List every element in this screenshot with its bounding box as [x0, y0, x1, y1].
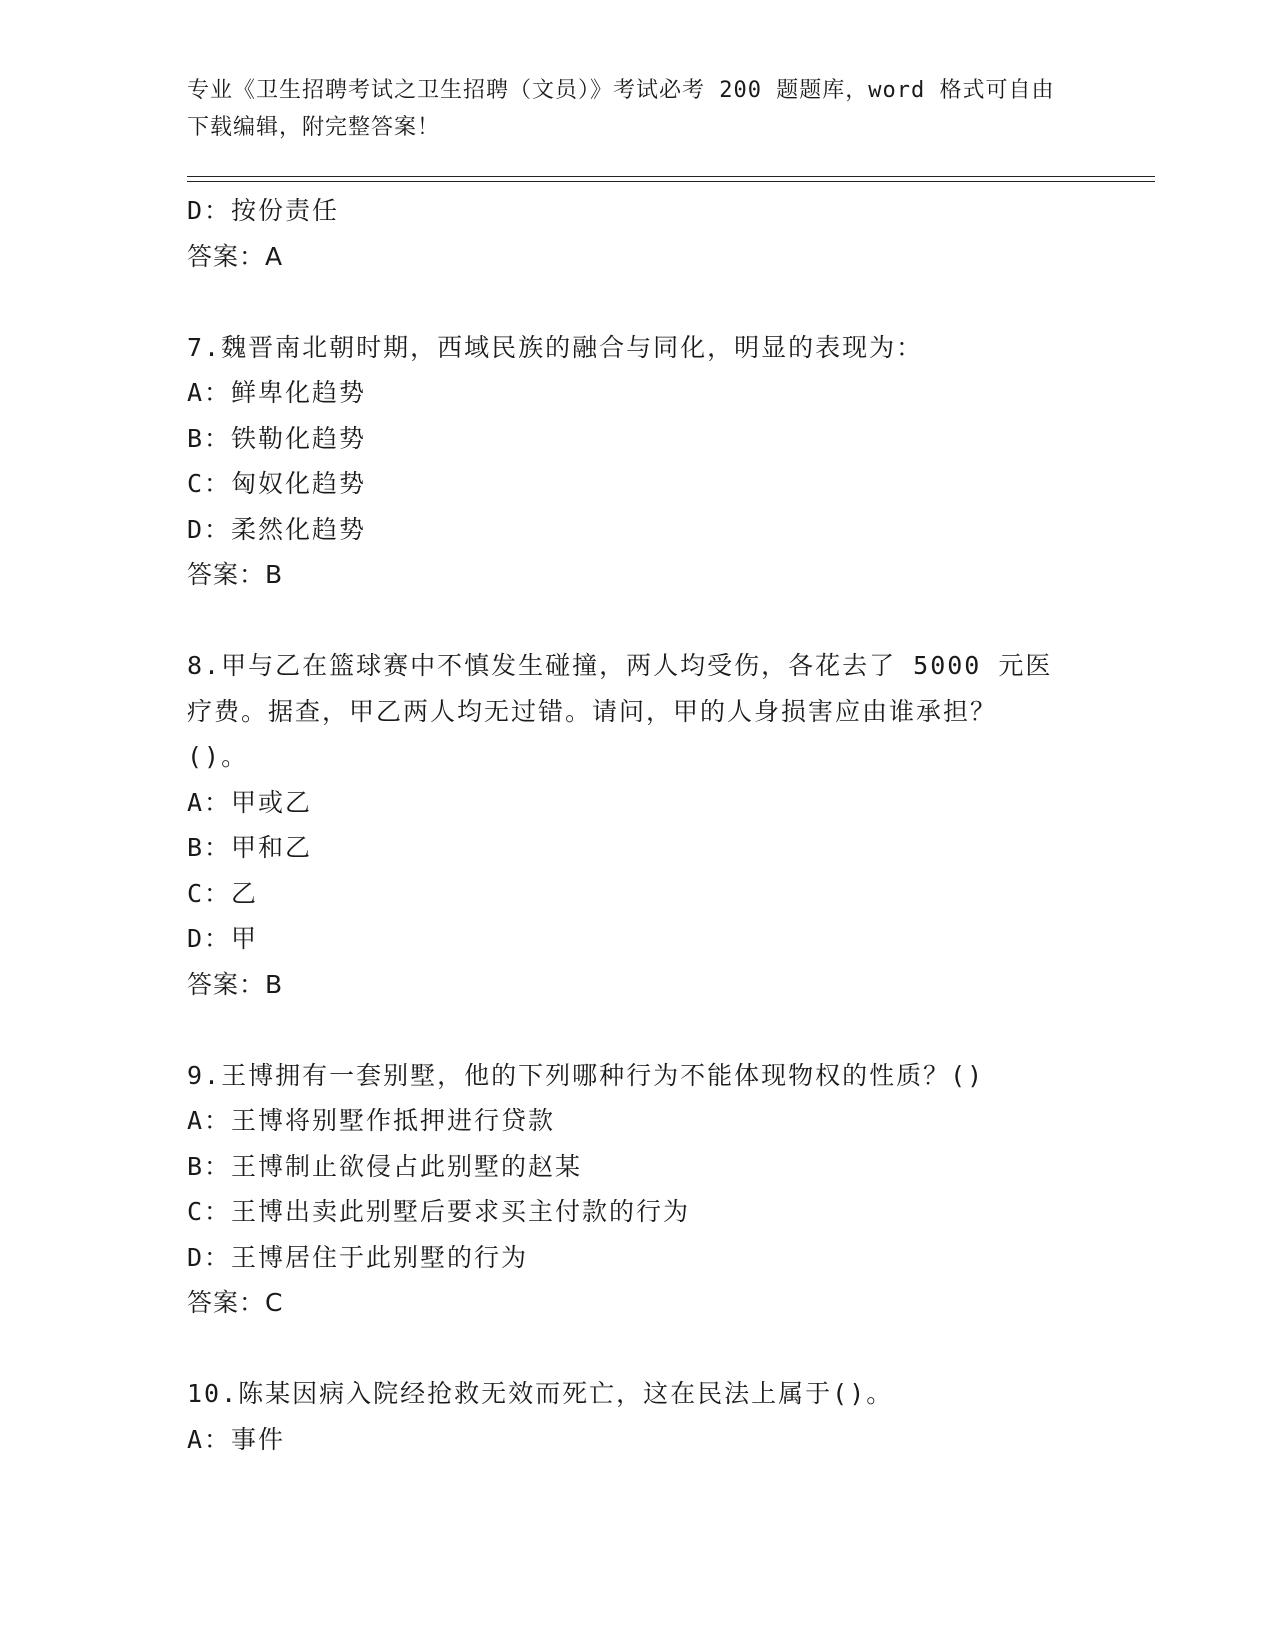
option-c: C：匈奴化趋势: [187, 469, 367, 498]
option-d: D：柔然化趋势: [187, 514, 367, 544]
page-header: 专业《卫生招聘考试之卫生招聘（文员）》考试必考 200 题题库，word 格式可自由下载编辑，附完整答案！: [187, 78, 1055, 140]
question-stem: 10.陈某因病入院经抢救无效而死亡，这在民法上属于()。: [187, 1379, 894, 1408]
spacer: [187, 1007, 1087, 1053]
question-stem-line-3: ()。: [187, 742, 249, 771]
option-c: C：王博出卖此别墅后要求买主付款的行为: [187, 1197, 691, 1226]
option-a: A：鲜卑化趋势: [187, 378, 367, 407]
spacer: [187, 279, 1087, 325]
header-divider: [187, 176, 1155, 182]
question-8: [187, 643, 1087, 1007]
option-d: D：甲: [187, 924, 259, 953]
answer: 答案：B: [187, 969, 284, 999]
spacer: [187, 598, 1087, 644]
answer: 答案：C: [187, 1288, 284, 1317]
spacer: [187, 1326, 1087, 1372]
option-b: B：王博制止欲侵占此别墅的赵某: [187, 1151, 583, 1181]
option-b: B：甲和乙: [187, 833, 313, 862]
question-stem-line-2: 疗费。据查，甲乙两人均无过错。请问，甲的人身损害应由谁承担？: [187, 696, 998, 726]
question-stem: 7.魏晋南北朝时期，西域民族的融合与同化，明显的表现为：: [187, 332, 924, 362]
option-a: A：甲或乙: [187, 787, 313, 817]
answer: 答案：A: [187, 241, 284, 271]
option-a: A：事件: [187, 1424, 286, 1454]
question-7: [187, 325, 1087, 598]
question-stem: 9.王博拥有一套别墅，他的下列哪种行为不能体现物权的性质？(): [187, 1060, 985, 1090]
option-d: D：王博居住于此别墅的行为: [187, 1242, 529, 1272]
option-a: A：王博将别墅作抵押进行贷款: [187, 1106, 556, 1135]
question-stem-line-1: 8.甲与乙在篮球赛中不慎发生碰撞，两人均受伤，各花去了 5000 元医: [187, 651, 1053, 680]
option-d: D：按份责任: [187, 196, 340, 225]
option-c: C：乙: [187, 878, 259, 908]
option-b: B：铁勒化趋势: [187, 423, 367, 453]
question-10: [187, 1371, 1087, 1462]
question-6-tail: [187, 188, 1087, 279]
answer: 答案：B: [187, 560, 284, 589]
question-list: [187, 188, 1087, 1462]
question-9: [187, 1053, 1087, 1326]
